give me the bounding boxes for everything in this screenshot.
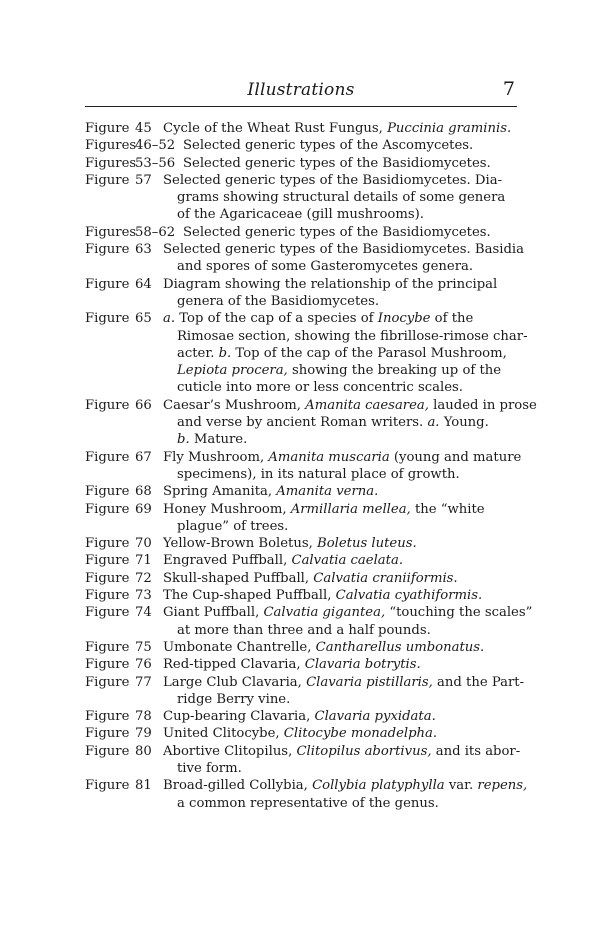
entry-number: 76 (135, 657, 152, 673)
entry-caption-continued: acter. b. Top of the cap of the Parasol Mushroom, (177, 345, 507, 361)
entry-caption: The Cup-shaped Puffball, Calvatia cyathiformis. (163, 588, 483, 604)
illustration-entry (85, 656, 517, 673)
entry-caption-continued: b. Mature. (177, 432, 248, 448)
entry-caption-continued: genera of the Basidiomycetes. (177, 293, 380, 309)
entry-caption: Umbonate Chantrelle, Cantharellus umbonatus. (163, 639, 485, 655)
entry-caption: Selected generic types of the Basidiomycetes. Dia- (163, 172, 503, 188)
entry-label: Figure (85, 553, 130, 569)
illustration-entry (85, 587, 517, 604)
entry-caption-continued: cuticle into more or less concentric scales. (177, 380, 463, 396)
entry-number: 77 (135, 674, 152, 690)
entry-label: Figure (85, 570, 130, 586)
entry-label: Figure (85, 449, 130, 465)
entry-label: Figures (85, 155, 137, 171)
entry-label: Figure (85, 172, 130, 188)
entry-label: Figure (85, 484, 130, 500)
entry-number: 53–56 (135, 155, 176, 171)
entry-number: 57 (135, 172, 152, 188)
entry-caption-continued: at more than three and a half pounds. (177, 622, 431, 638)
illustration-entry (85, 708, 517, 725)
entry-caption-continued: ridge Berry vine. (177, 691, 291, 707)
illustration-entry (85, 725, 517, 742)
entry-caption: Honey Mushroom, Armillaria mellea, the “white (163, 501, 485, 517)
entry-caption: a. Top of the cap of a species of Inocybe of the (163, 311, 474, 327)
illustration-entry (85, 172, 517, 224)
entry-number: 63 (135, 242, 152, 258)
entry-caption: Selected generic types of the Ascomycetes. (183, 138, 474, 154)
entry-number: 67 (135, 449, 152, 465)
entry-number: 46–52 (135, 138, 176, 154)
illustration-entry (85, 224, 517, 241)
entry-label: Figure (85, 121, 130, 136)
entry-caption: Yellow-Brown Boletus, Boletus luteus. (163, 536, 417, 552)
illustration-entry (85, 397, 537, 449)
entry-caption-continued: plague” of trees. (177, 518, 289, 534)
entry-caption-continued: tive form. (177, 760, 242, 776)
entry-label: Figure (85, 276, 130, 292)
entry-number: 79 (135, 726, 152, 742)
entry-caption: Spring Amanita, Amanita verna. (163, 484, 379, 500)
entry-caption-continued: and spores of some Gasteromycetes genera. (177, 259, 474, 275)
running-head (85, 78, 517, 107)
illustration-entry (85, 535, 517, 552)
illustration-entry (85, 777, 528, 812)
page-number: 7 (502, 78, 515, 100)
entry-number: 73 (135, 588, 152, 604)
entry-label: Figures (85, 138, 137, 154)
running-title: Illustrations (247, 80, 355, 100)
entry-number: 69 (135, 501, 152, 517)
entry-caption-continued: a common representative of the genus. (177, 795, 439, 811)
entry-caption-continued: and verse by ancient Roman writers. a. Young. (177, 415, 489, 431)
entry-number: 64 (135, 276, 152, 292)
entry-caption: Diagram showing the relationship of the principal (163, 276, 498, 292)
illustration-entry (85, 552, 517, 569)
entry-caption: Large Club Clavaria, Clavaria pistillaris, and the Part- (163, 674, 525, 690)
entry-label: Figure (85, 743, 130, 759)
entry-caption: Broad-gilled Collybia, Collybia platyphylla var. repens, (163, 778, 528, 794)
entry-caption-continued: of the Agaricaceae (gill mushrooms). (177, 207, 424, 223)
entry-number: 65 (135, 311, 152, 327)
entry-label: Figures (85, 224, 137, 240)
entry-caption: Engraved Puffball, Calvatia caelata. (163, 553, 404, 569)
entry-number: 74 (135, 605, 152, 621)
entry-number: 66 (135, 397, 152, 413)
illustration-entry (85, 743, 521, 778)
entry-caption: Selected generic types of the Basidiomycetes. (183, 155, 491, 171)
illustration-entry (85, 310, 528, 396)
illustration-entry (85, 137, 517, 154)
entry-label: Figure (85, 536, 130, 552)
entry-label: Figure (85, 778, 130, 794)
entry-caption: Selected generic types of the Basidiomycetes. (183, 224, 491, 240)
entry-label: Figure (85, 657, 130, 673)
illustration-entry (85, 155, 517, 172)
entry-caption: Giant Puffball, Calvatia gigantea, “touching the scales” (163, 605, 533, 621)
entry-caption-continued: grams showing structural details of some genera (177, 190, 506, 206)
entry-label: Figure (85, 242, 130, 258)
entry-label: Figure (85, 397, 130, 413)
entry-caption: Cup-bearing Clavaria, Clavaria pyxidata. (163, 709, 436, 725)
entry-caption: Red-tipped Clavaria, Clavaria botrytis. (163, 657, 421, 673)
entry-number: 80 (135, 743, 152, 759)
illustration-entry (85, 120, 517, 137)
entry-number: 58–62 (135, 224, 176, 240)
entry-caption: Caesar’s Mushroom, Amanita caesarea, lauded in prose (163, 397, 537, 413)
entry-number: 78 (135, 709, 152, 725)
entry-caption: Cycle of the Wheat Rust Fungus, Puccinia graminis. (163, 121, 512, 136)
entry-label: Figure (85, 311, 130, 327)
illustration-entry (85, 449, 522, 484)
entry-label: Figure (85, 501, 130, 517)
entry-label: Figure (85, 674, 130, 690)
entry-caption-continued: Rimosae section, showing the fibrillose-rimose char- (177, 328, 528, 344)
list-of-illustrations (85, 120, 537, 812)
entry-label: Figure (85, 588, 130, 604)
entry-caption-continued: Lepiota procera, showing the breaking up of the (177, 363, 502, 379)
entry-number: 81 (135, 778, 152, 794)
entry-number: 70 (135, 536, 152, 552)
entry-label: Figure (85, 605, 130, 621)
illustration-entry (85, 241, 524, 276)
entry-caption: Fly Mushroom, Amanita muscaria (young and mature (163, 449, 522, 465)
illustration-entry (85, 483, 517, 500)
entry-label: Figure (85, 726, 130, 742)
entry-number: 45 (135, 121, 152, 136)
illustration-entry (85, 674, 525, 709)
entry-caption: Abortive Clitopilus, Clitopilus abortivus, and its abor- (163, 743, 521, 759)
entry-number: 68 (135, 484, 152, 500)
illustration-entry (85, 501, 517, 536)
illustration-entry (85, 604, 533, 639)
entry-number: 72 (135, 570, 152, 586)
illustration-entry (85, 276, 517, 311)
entry-label: Figure (85, 709, 130, 725)
entry-number: 71 (135, 553, 152, 569)
illustration-entry (85, 639, 517, 656)
entry-label: Figure (85, 639, 130, 655)
entry-number: 75 (135, 639, 152, 655)
illustration-entry (85, 570, 517, 587)
entry-caption-continued: specimens), in its natural place of growth. (177, 466, 460, 482)
entry-caption: Skull-shaped Puffball, Calvatia craniiformis. (163, 570, 458, 586)
entry-caption: United Clitocybe, Clitocybe monadelpha. (163, 726, 438, 742)
entry-caption: Selected generic types of the Basidiomycetes. Basidia (163, 242, 524, 258)
